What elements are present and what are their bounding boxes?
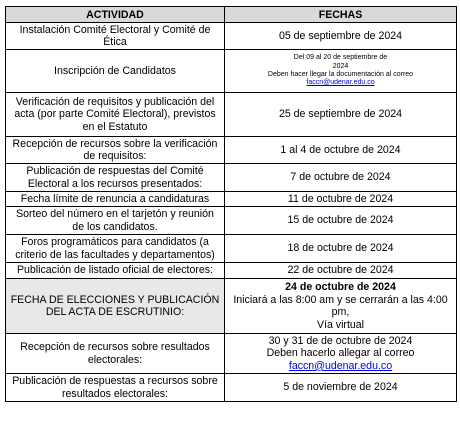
table-row (6, 50, 457, 93)
activity-cell: Verificación de requisitos y publicación del acta (por parte Comité Electoral), previstos en el Estatuto (6, 93, 225, 137)
table-row (6, 235, 457, 263)
table-row (6, 23, 457, 50)
table-row (6, 207, 457, 235)
date-note: Deben hacerlo allegar al correo (266, 347, 415, 360)
header-actividad: ACTIVIDAD (6, 7, 225, 23)
activity-cell: Recepción de recursos sobre la verificación de requisitos: (6, 137, 225, 164)
date-cell: 5 de noviembre de 2024 (225, 374, 457, 402)
table-row (6, 137, 457, 164)
activity-cell: Publicación de respuestas a recursos sobre resultados electorales: (6, 374, 225, 402)
date-cell: 05 de septiembre de 2024 (225, 23, 457, 50)
date-text: 2024 (332, 62, 349, 70)
date-detail: Iniciará a las 8:00 am y se cerrarán a las 4:00 pm, (233, 293, 448, 318)
activity-cell: Inscripción de Candidatos (6, 50, 225, 93)
election-schedule-table (5, 6, 457, 402)
activity-cell: FECHA DE ELECCIONES Y PUBLICACIÓN DEL ACTA DE ESCRUTINIO: (6, 279, 225, 334)
header-fechas: FECHAS (225, 7, 457, 23)
activity-cell: Publicación de respuestas del Comité Electoral a los recursos presentados: (6, 164, 225, 192)
table-row (6, 374, 457, 402)
activity-cell: Instalación Comité Electoral y Comité de Ética (6, 23, 225, 50)
date-cell (225, 50, 457, 93)
date-cell: 11 de octubre de 2024 (225, 192, 457, 207)
date-cell (225, 279, 457, 334)
date-cell: 1 al 4 de octubre de 2024 (225, 137, 457, 164)
date-text: 30 y 31 de de octubre de 2024 (268, 334, 413, 347)
table-row (6, 263, 457, 279)
email-link[interactable]: faccn@udenar.edu.co (288, 359, 393, 372)
table-row (6, 164, 457, 192)
table-row (6, 192, 457, 207)
date-text: Del 09 al 20 de septiembre de (293, 54, 388, 62)
activity-cell: Publicación de listado oficial de electores: (6, 263, 225, 279)
date-cell: 25 de septiembre de 2024 (225, 93, 457, 137)
date-cell: 7 de octubre de 2024 (225, 164, 457, 192)
date-note: Deben hacer llegar la documentación al correo (267, 71, 414, 78)
date-cell: 15 de octubre de 2024 (225, 207, 457, 235)
activity-cell: Foros programáticos para candidatos (a criterio de las facultades y departamentos) (6, 235, 225, 263)
table-row (6, 279, 457, 334)
date-cell: 22 de octubre de 2024 (225, 263, 457, 279)
email-link[interactable]: faccn@udenar.edu.co (306, 79, 375, 87)
activity-cell: Fecha límite de renuncia a candidaturas (6, 192, 225, 207)
table-header-row (6, 7, 457, 23)
activity-cell: Sorteo del número en el tarjetón y reunión de los candidatos. (6, 207, 225, 235)
date-cell: 18 de octubre de 2024 (225, 235, 457, 263)
election-date: 24 de octubre de 2024 (285, 281, 396, 293)
table-row (6, 334, 457, 374)
date-cell (225, 334, 457, 374)
table-row (6, 93, 457, 137)
activity-cell: Recepción de recursos sobre resultados electorales: (6, 334, 225, 374)
date-detail: Vía virtual (316, 318, 365, 331)
